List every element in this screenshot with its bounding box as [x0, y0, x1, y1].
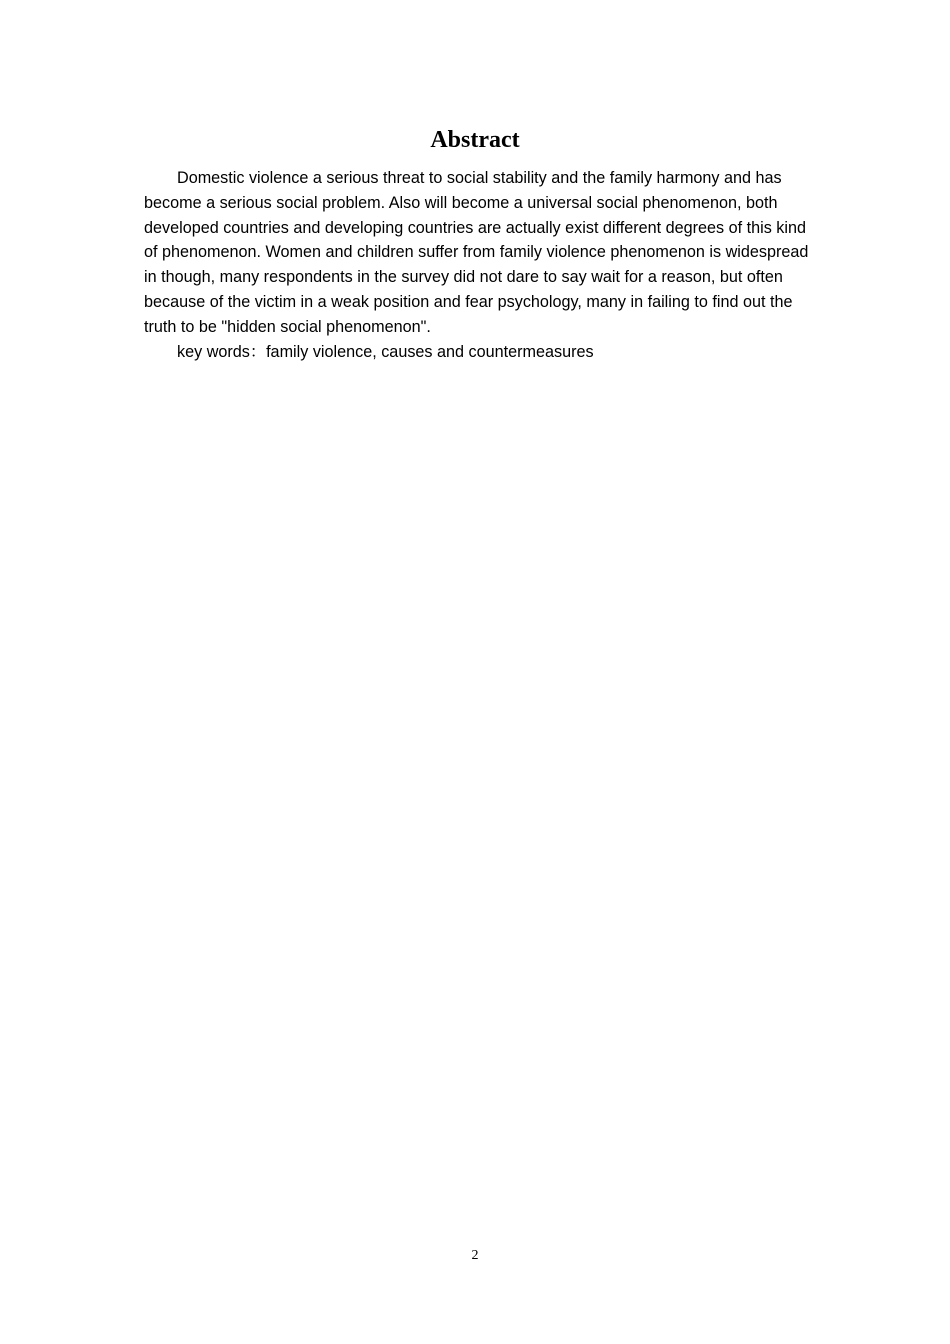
page-number: 2 [471, 1248, 479, 1263]
abstract-title: Abstract [430, 127, 520, 153]
abstract-paragraph: Domestic violence a serious threat to social stability and the family harmony and has become a serious social problem. Also will become a universal social phenomenon, both developed countries and developing countries are actually exist different degrees of this kind of phenomenon. Women and children suffer from family violence phenomenon is widespread in though, many respondents in the survey did not dare to say wait for a reason, but often because of the victim in a weak position and fear psychology, many in failing to find out the truth to be "hidden social phenomenon". [144, 169, 809, 336]
keywords-value: family violence, causes and countermeasures [266, 342, 594, 361]
abstract-body [144, 166, 812, 364]
keywords-line [144, 340, 812, 365]
keywords-label: key words： [177, 342, 267, 361]
